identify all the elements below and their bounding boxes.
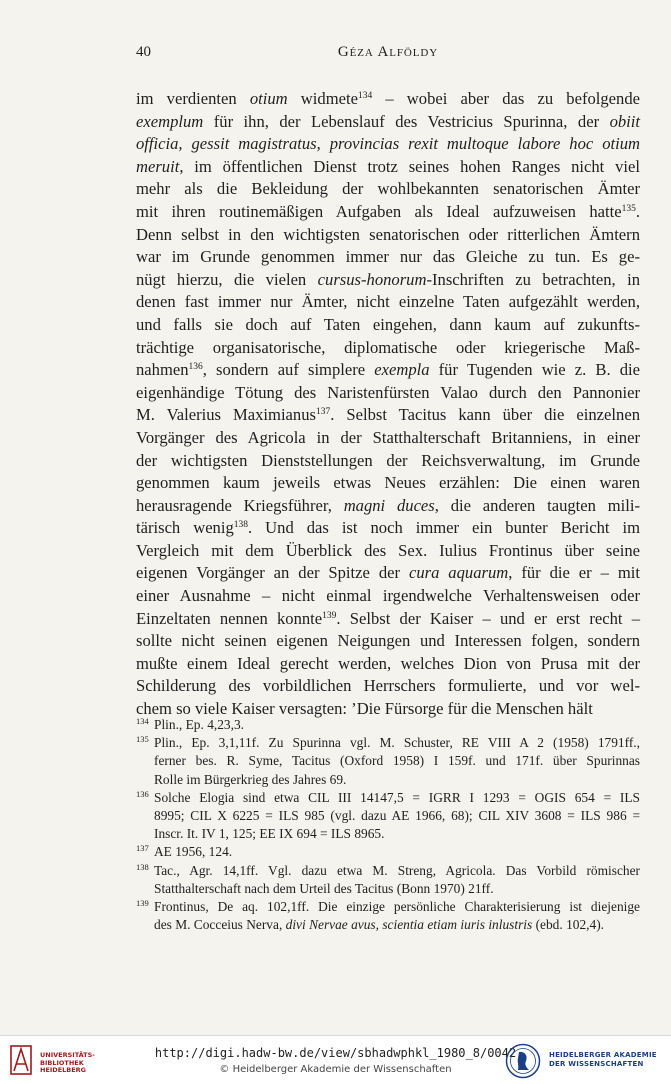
academy-name-line: HEIDELBERGER AKADEMIE [549,1051,657,1059]
footnote [136,734,640,789]
italic-phrase: meruit [136,156,180,176]
footnote-reference: 134 [357,91,373,101]
italic-phrase: exemplum [136,111,204,131]
text-line: im verdienten otium widmete$^{134}$ – wobei aber das zu befolgende [136,89,640,108]
text-line: chem so viele Kaiser versagten: ’Die Fürsorge für die Menschen hält [136,699,593,719]
text-line: einer Ausnahme – nicht einmal irgendwelche Verhaltensweisen oder [136,586,640,606]
italic-phrase: obiit [609,111,640,131]
academy-logo[interactable] [505,1042,663,1080]
page-number: 40 [136,44,151,60]
footnote-line: Inscr. It. IV 1, 125; EE IX 694 = ILS 8965. [154,826,385,842]
viewer-footer [0,1035,671,1084]
footnote-reference: 135 [621,203,636,214]
italic-phrase: officia, gessit magistratus, provincias rexit multoque labore hoc otium [136,134,640,154]
text-line: war im Grunde genommen immer nur das Gleiche zu tun. Es ge- [136,247,640,267]
footnote [136,843,640,861]
footnote-number: 135 [136,734,149,745]
italic-phrase: exempla [374,360,430,380]
italic-phrase: otium [249,89,288,108]
footnote-line: ferner bes. R. Syme, Tacitus (Oxford 1958) I 159f. und 171f. über Spurinnas [154,753,640,769]
library-name-line: BIBLIOTHEK [40,1058,84,1067]
text-line: nügt hierzu, die vielen cursus-honorum-Inschriften zu betrachten, in [136,269,640,289]
copyright-notice: © Heidelberger Akademie der Wissenschaften [219,1064,452,1075]
text-line: Schilderung des vorbildlichen Herrschers formulierte, und vor wel- [136,676,640,696]
academy-seal-icon [505,1043,541,1079]
text-line: eigenen Vorgänger an der Spitze der cura aquarum, für die er – mit [136,563,641,583]
footnote-reference: 136 [188,362,203,373]
footnote-line: AE 1956, 124. [154,844,233,860]
footnote-number: 137 [136,843,149,854]
footnote-line: 8995; CIL X 6225 = ILS 985 (vgl. dazu AE 1966, 68); CIL XIV 3608 = ILS 986 = [154,808,640,824]
text-line: herausragende Kriegsführer, magni duces, die anderen taugten mili- [136,495,640,515]
text-line: mußte einem Ideal gerecht werden, welches Dion von Prusa mit der [136,653,640,673]
main-text [136,88,640,721]
footnote-line: Plin., Ep. 4,23,3. [154,717,245,732]
footnote [136,716,640,734]
footnote [136,862,640,898]
footnote-number: 138 [136,861,149,872]
footnote-line: Plin., Ep. 3,1,11f. Zu Spurinna vgl. M. Schuster, RE VIII A 2 (1958) 1791ff., [154,735,640,751]
footnotes [136,716,640,934]
academy-name-line: DER WISSENSCHAFTEN [549,1060,644,1068]
text-line: genommen kaum jeweils etwas Neues erzählen: Die einen waren [136,473,640,493]
footnote-reference: 137 [315,407,331,418]
text-line: meruit, im öffentlichen Dienst trotz seines hohen Ranges nicht viel [136,156,640,176]
text-line: eigenhändige Tötung des Naristenfürsten Valao durch den Pannonier [136,382,640,402]
footnote-reference: 139 [322,610,337,621]
text-line: denen fast immer nur Ämter, nicht einzelne Taten aufgezählt werden, [136,292,640,312]
text-line: Einzeltaten nennen konnte$^{139}$. Selbst der Kaiser – und er erst recht – [136,608,640,628]
footnote-number: 139 [136,898,149,909]
text-line: mehr als die Bekleidung der wohlbekannten senatorischen Ämter [136,179,640,199]
text-line: Vorgänger des Agricola in der Statthalterschaft Britanniens, in einer [136,427,640,447]
footnote-line: Frontinus, De aq. 102,1ff. Die einzige persönliche Charakterisierung ist diejenige [154,899,640,915]
italic-phrase: cura aquarum [408,563,509,583]
library-name-line: UNIVERSITÄTS- [40,1051,95,1059]
footnote-line: des M. Cocceius Nerva, divi Nervae avus, scientia etiam iuris inlustris (ebd. 102,4). [154,917,605,933]
running-head [136,44,640,66]
italic-phrase: magni duces [343,495,435,515]
running-head-author: Géza Alföldy [337,44,439,60]
page-url-link[interactable]: http://digi.hadw-bw.de/view/sbhadwphkl_1980_8/0042 [154,1046,517,1060]
text-line: trächtige organisatorische, diplomatische oder kriegerische Maß- [136,337,640,357]
library-name-line: HEIDELBERG [40,1066,87,1074]
footnote [136,898,640,934]
footnote-reference: 138 [233,520,249,531]
footnote-line: Statthalterschaft nach dem Urteil des Tacitus (Bonn 1970) 21ff. [154,880,494,896]
footnote-number: 134 [136,716,149,726]
text-line: Vergleich mit dem Überblick des Sex. Iulius Frontinus über seine [136,540,640,560]
footnote-line: Tac., Agr. 14,1ff. Vgl. dazu etwa M. Streng, Agricola. Das Vorbild römischer [154,862,640,878]
text-line: und falls sie doch auf Taten eingehen, dann kaum auf zukunfts- [136,314,640,334]
text-line [136,133,640,156]
italic-phrase: divi Nervae avus, scientia etiam iuris inlustris [285,917,533,933]
italic-phrase: cursus-honorum [317,269,427,289]
text-line: der wichtigsten Dienststellungen der Reichsverwaltung, im Grunde [136,450,640,470]
footnote-line: Rolle im Bürgerkrieg des Jahres 69. [154,771,347,787]
footnote-line: Solche Elogia sind etwa CIL III 14147,5 = IGRR I 1293 = OGIS 654 = ILS [154,789,640,805]
text-line: nahmen$^{136}$, sondern auf simplere exempla für Tugenden wie z. B. die [136,360,640,380]
text-line: mit ihren routinemäßigen Aufgaben als Ideal aufzuweisen hatte$^{135}$. [136,201,640,221]
text-line: sollte nicht seinen eigenen Neigungen und Interessen folgen, sondern [136,631,640,651]
text-line: Denn selbst in den wichtigsten senatorischen oder ritterlichen Ämtern [136,224,640,244]
text-line: M. Valerius Maximianus$^{137}$. Selbst Tacitus kann über die einzelnen [136,405,640,425]
text-line: exemplum für ihn, der Lebenslauf des Vestricius Spurinna, der obiit [136,111,640,131]
footnote-number: 136 [136,788,149,799]
text-line: tärisch wenig$^{138}$. Und das ist noch immer ein bunter Bericht im [136,518,640,538]
footnote [136,789,640,844]
